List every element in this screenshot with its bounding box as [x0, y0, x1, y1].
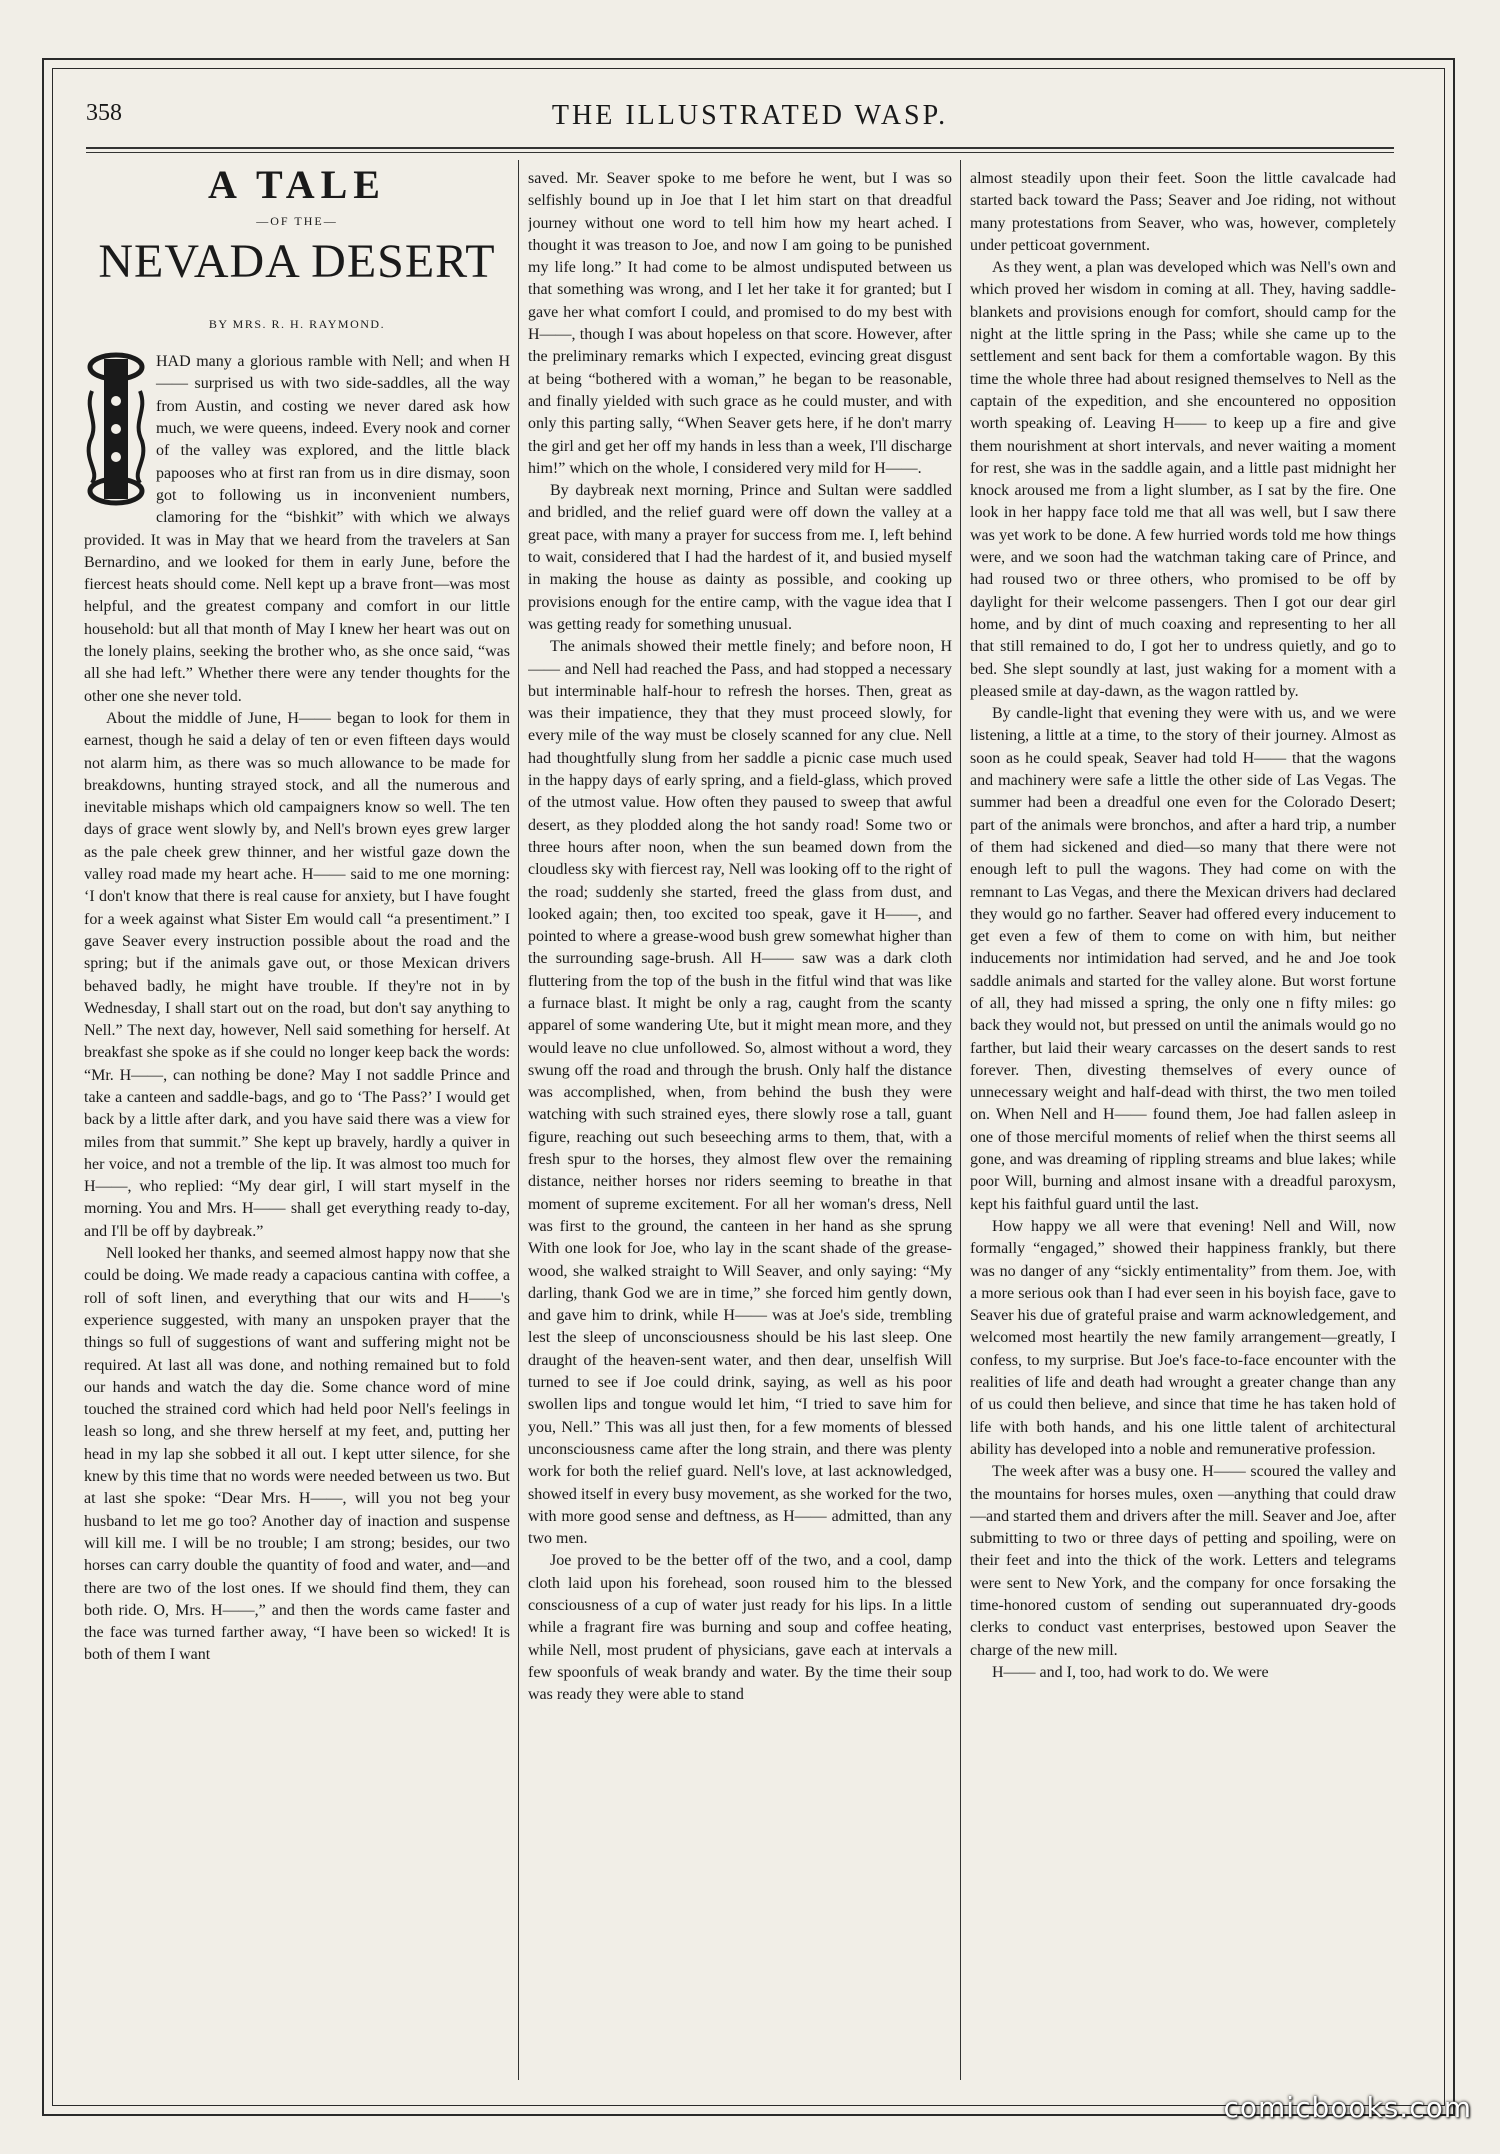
byline: BY MRS. R. H. RAYMOND.	[208, 316, 386, 331]
story-title: NEVADA DESERT	[98, 234, 496, 288]
article-column-2	[528, 168, 952, 2068]
column-divider	[960, 160, 961, 2080]
column-divider	[518, 160, 519, 2080]
paragraph: H—— and I, too, had work to do. We were	[992, 1663, 1269, 1681]
article-column-3	[970, 168, 1396, 2068]
paragraph: Joe proved to be the better off of the two, and a cool, damp cloth laid upon his forehead, soon roused him to the blessed consciousness of a cup of water just ready for his lips. In a little while a fragrant fire was burning and soup and coffee heating, while Nell, most prudent of physicians, gave each at intervals a few spoonfuls of weak brandy and water. By the time their soup was ready they were able to stand	[528, 1552, 952, 1704]
title-of: —OF THE—	[256, 214, 338, 229]
paragraph: By daybreak next morning, Prince and Sultan were saddled and bridled, and the relief guard were off down the valley at a great pace, with many a prayer for success from me. I, left behind to wait, considered that I had the hardest of it, and busied myself in making the house as dainty as possible, and cooking up provisions enough for the entire camp, with the vague idea that I was getting ready for something unusual.	[528, 482, 952, 633]
page-number: 358	[86, 100, 122, 126]
paragraph: How happy we all were that evening! Nell and Will, now formally “engaged,” showed their happiness frankly, but there was no danger of any “sickly entimentality” from them. Joe, with a more serious ook than I had ever seen in his boyish face, gave to Seaver his due of grateful praise and warm acknowledgement, and welcomed most heartily the new family arrangement—greatly, I confess, to my surprise. But Joe's face-to-face encounter with the realities of life and death had wrought a greater change than any of us could then believe, and since that time he has taken hold of life with both hands, and his one little talent of architectural ability has developed into a noble and remunerative profession.	[970, 1217, 1396, 1458]
paragraph: Nell looked her thanks, and seemed almost happy now that she could be doing. We made ready a capacious cantina with coffee, a roll of soft linen, and everything that our wits and H——'s experience suggested, with many an unspoken prayer that the things so full of suggestions of want and suffering might not be required. At last all was done, and nothing remained but to fold our hands and watch the day die. Some chance word of mine touched the strained cord which had held poor Nell's feelings in leash so long, and she threw herself at my feet, and, putting her head in my lap she sobbed it all out. I kept utter silence, for she knew by this time that no words were needed between us two. But at last she spoke: “Dear Mrs. H——, will you not beg your husband to let me go too? Another day of inaction and suspense will kill me. I will be no trouble; I am strong; besides, our two horses can carry double the quantity of food and water, and—and there are two of the lost ones. If we should find them, they can both ride. O, Mrs. H——,” and then the words came faster and the face was turned farther away, “I have been so wicked! It is both of them I want	[84, 1245, 510, 1664]
ornamental-dropcap-i-icon	[84, 351, 148, 507]
article-column-1	[84, 168, 510, 2068]
paragraph: As they went, a plan was developed which was Nell's own and which proved her wisdom in coming at all. They, having saddle-blankets and provisions enough for comfort, should camp for the night at the little spring in the Pass; while she came up to the settlement and sent back for them a comfortable wagon. By this time the whole three had about resigned themselves to Nell as the captain of the expedition, and she encountered no opposition worth speaking of. Leaving H—— to keep up a fire and give them nourishment at short intervals, and never waiting a moment for rest, she was in the saddle again, and a little past midnight her knock aroused me from a light slumber, as I sat by the fire. One look in her happy face told me that all was well, but I saw there was yet work to be done. A few hurried words told me how things were, and we soon had the watchman taking care of Prince, and had roused two or three others, who promised to be off by daylight for their welcome passengers. Then I got our dear girl home, and by dint of much coaxing and representing to her all that still remained to do, I got her to undress quietly, and go to bed. She slept soundly at last, just waking for a moment with a pleased smile at day-dawn, as the wagon rattled by.	[970, 259, 1396, 700]
header-rule	[86, 147, 1394, 149]
paragraph: HAD many a glorious ramble with Nell; and when H—— surprised us with two side-saddles, all the way from Austin, and costing we never dared ask how much, we were queens, indeed. Every nook and corner of the valley was explored, and the little black papooses who at first ran from us in dire dismay, soon got to following us in inconvenient numbers, clamoring for the “bishkit” with which we always provided. It was in May that we heard from the travelers at San Bernardino, and we looked for them in early June, before the fiercest heats should come. Nell kept up a brave front—was most helpful, and the greatest company and comfort in our little household: but all that month of May I knew her heart was out on the lonely plains, seeking the brother who, as she once said, “was all she had left.” Whether there were any tender thoughts for the other one she never told.	[84, 353, 510, 705]
watermark: comicbooks.com	[1223, 2091, 1472, 2124]
paragraph: saved. Mr. Seaver spoke to me before he went, but I was so selfishly bound up in Joe that I let him start on that dreadful journey without one word to tell him how my heart ached. I thought it was treason to Joe, and now I am going to be punished my life long.” It had come to be almost undisputed between us that something was wrong, and I let her take it for granted; but I gave her what comfort I could, and promised to do my best with H——, though I was about hopeless on that score. However, after the preliminary remarks which I expected, evincing great disgust at being “bothered with a woman,” he began to be reasonable, and finally yielded with such grace as he could muster, and with only this parting sally, “When Seaver gets here, if he don't marry the girl and get her off my hands in less than a week, I'll discharge him!” which on the whole, I considered very mild for H——.	[528, 170, 952, 477]
paragraph: The animals showed their mettle finely; and before noon, H—— and Nell had reached the Pass, and had stopped a necessary but interminable half-hour to refresh the horses. Then, great as was their impatience, they that they must proceed slowly, for every mile of the way must be closely scanned for any clue. Nell had thoughtfully slung from her saddle a picnic case much used in the happy days of early spring, and a field-glass, which proved of the utmost value. How often they paused to sweep that awful desert, as they plodded along the hot sandy road! Some two or three hours after noon, when the sun beamed down from the cloudless sky with fiercest ray, Nell was looking off to the right of the road; suddenly she started, freed the glass from dust, and looked again; then, too excited too speak, gave it H——, and pointed to where a grease-wood bush grew somewhat higher than the surrounding sage-brush. All H—— saw was a dark cloth fluttering from the top of the bush in the fitful wind that was like a furnace blast. It might be only a rag, caught from the scanty apparel of some wandering Ute, but it might mean more, and they would leave no clue unfollowed. So, almost without a word, they swung off the road and through the brush. Only half the distance was accomplished, when, from behind the bush they were watching with such strained eyes, there slowly rose a tall, guant figure, reaching out such beseeching arms to them, that, with a fresh spur to the horses, they almost flew over the remaining distance, neither horses nor riders seeming to breathe in that moment of supreme excitement. For all her woman's dress, Nell was first to the ground, the canteen in her hand as she sprung With one look for Joe, who lay in the scant shade of the grease-wood, she walked straight to Will Seaver, and only saying: “My darling, thank God we are in time,” she forced him gently down, and gave him to drink, while H—— was at Joe's side, trembling lest the sleep of unconsciousness should be his last sleep. One draught of the heaven-sent water, and then dear, unselfish Will turned to see if Joe could drink, saying, as well as his poor swollen lips and tongue would let him, “I tried to save him for you, Nell.” This was all just then, for a few moments of blessed unconsciousness came after the long strain, and there was plenty work for both the relief guard. Nell's love, at last acknowledged, showed itself in every busy movement, as she worked for the two, with more good sense and deftness, as H—— admitted, than any two men.	[528, 638, 952, 1548]
paragraph: About the middle of June, H—— began to look for them in earnest, though he said a delay of ten or even fifteen days would not alarm him, as there was so much allowance to be made for breakdowns, hunting strayed stock, and all the numerous and inevitable mishaps which old campaigners know so well. The ten days of grace went slowly by, and Nell's brown eyes grew larger as the pale cheek grew thinner, and her wistful gaze down the valley road made my heart ache. H—— said to me one morning: ‘I don't know that there is real cause for anxiety, but I have fought for a week against what Sister Em would call “a presentiment.” I gave Seaver every instruction possible about the road and the spring; but if the animals gave out, or those Mexican drivers behaved badly, he might have trouble. If they're not in by Wednesday, I shall start out on the road, but don't say anything to Nell.” The next day, however, Nell said something for herself. At breakfast she spoke as if she could no longer keep back the words: “Mr. H——, can nothing be done? May I not saddle Prince and take a canteen and saddle-bags, and go to ‘The Pass?’ I would get back by a little after dark, and you have said there was a view for miles from that summit.” She kept up bravely, hardly a quiver in her voice, and not a tremble of the lip. It was almost too much for H——, who replied: “My dear girl, I will start myself in the morning. You and Mrs. H—— shall get everything ready to-day, and I'll be off by daybreak.”	[84, 709, 510, 1240]
masthead: THE ILLUSTRATED WASP.	[551, 100, 949, 131]
title-line-1: A TALE	[208, 168, 386, 207]
paragraph: By candle-light that evening they were with us, and we were listening, a little at a time, to the story of their journey. Almost as soon as he could speak, Seaver had told H—— that the wagons and machinery were safe a little the other side of Las Vegas. The summer had been a dreadful one even for the Colorado Desert; part of the animals were bronchos, and after a hard trip, a number of them had sickened and died—so many that there were not enough left to pull the wagons. They had come on with the remnant to Las Vegas, and there the Mexican drivers had declared they would go no farther. Seaver had offered every inducement to get even a few of them to come on with him, but neither inducements nor intimidation had served, and he and Joe took saddle animals and started for the valley alone. But worst fortune of all, they had missed a spring, the only one n fifty miles: go back they would not, but pressed on until the animals would go no farther, but laid their weary carcasses on the desert sands to rest forever. Then, divesting themselves of every ounce of unnecessary weight and half-dead with thirst, the two men toiled on. When Nell and H—— found them, Joe had fallen asleep in one of those merciful moments of relief when the thirst seems all gone, and was dreaming of rippling streams and blue lakes; while poor Will, burning and almost insane with a dreadful paroxysm, kept his faithful guard until the last.	[970, 705, 1396, 1213]
paragraph: The week after was a busy one. H—— scoured the valley and the mountains for horses mules, oxen —anything that could draw—and started them and drivers after the mill. Seaver and Joe, after submitting to two or three days of petting and spoiling, were on their feet and into the thick of the work. Letters and telegrams were sent to New York, and the company for once forsaking the time-honored custom of sending out superannuated dry-goods clerks to conduct vast enterprises, bestowed upon Seaver the charge of the new mill.	[970, 1463, 1396, 1659]
paragraph: almost steadily upon their feet. Soon the little cavalcade had started back toward the Pass; Seaver and Joe riding, not without many protestations from Seaver, who was, however, completely under petticoat government.	[970, 170, 1396, 254]
header-rule-thin	[86, 152, 1394, 153]
